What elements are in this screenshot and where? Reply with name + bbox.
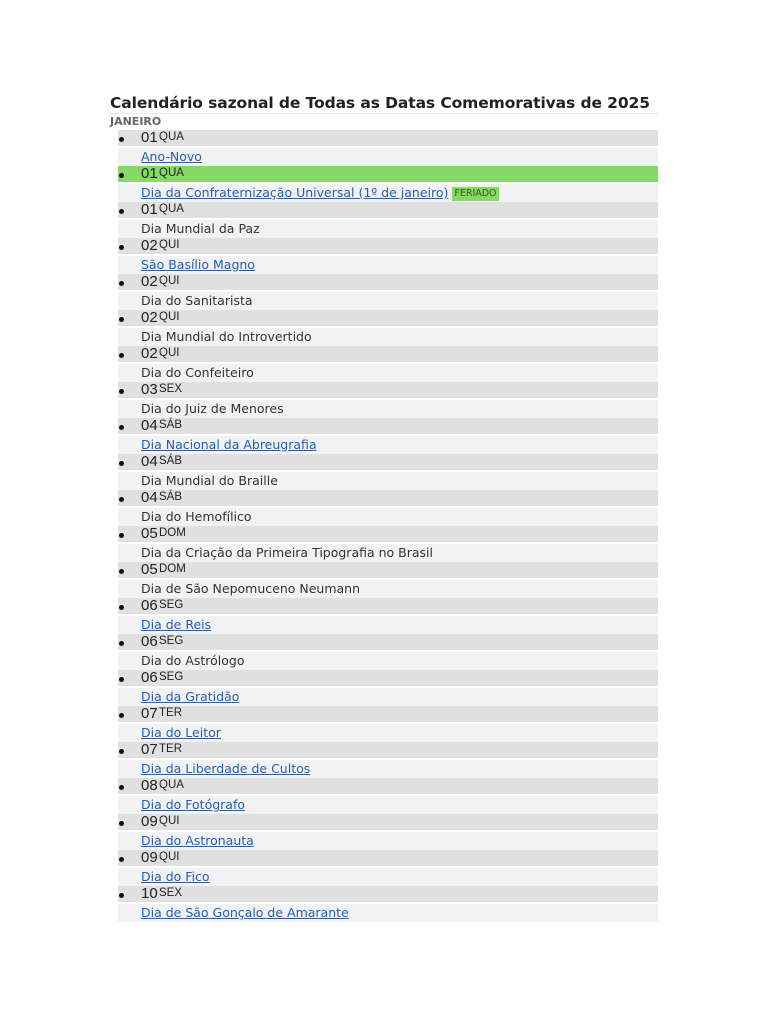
bullet-icon <box>119 173 124 178</box>
day-number: 07 <box>141 741 158 758</box>
date-row <box>118 562 658 578</box>
date-name-text[interactable]: Dia do Fotógrafo <box>141 797 246 812</box>
list-item <box>0 850 768 886</box>
list-item <box>0 814 768 850</box>
date-row <box>118 274 658 290</box>
list-item <box>0 742 768 778</box>
date-name <box>141 473 278 489</box>
weekday-label: SÁB <box>159 491 183 503</box>
date-name-text[interactable]: Dia de São Gonçalo de Amarante <box>141 905 349 920</box>
list-item <box>0 886 768 922</box>
date-row <box>118 454 658 470</box>
date-name-text: Dia do Hemofílico <box>141 509 252 524</box>
bullet-icon <box>119 641 124 646</box>
weekday-label: QUA <box>159 131 184 143</box>
date-row <box>118 166 658 182</box>
date-row <box>118 238 658 254</box>
date-link[interactable] <box>141 725 221 741</box>
date-row <box>118 130 658 146</box>
date-name-text[interactable]: Dia do Leitor <box>141 725 221 740</box>
weekday-label: SEG <box>159 599 184 611</box>
date-row <box>118 814 658 830</box>
weekday-label: SEG <box>159 671 184 683</box>
date-name-text[interactable]: Dia da Liberdade de Cultos <box>141 761 311 776</box>
weekday-label: QUI <box>159 275 180 287</box>
list-item <box>0 418 768 454</box>
date-row <box>118 310 658 326</box>
day-number: 02 <box>141 345 158 362</box>
list-item <box>0 238 768 274</box>
date-name-text: Dia Mundial do Introvertido <box>141 329 312 344</box>
page-title: Calendário sazonal de Todas as Datas Comemorativas de 2025 <box>110 94 650 113</box>
date-name <box>141 581 360 597</box>
date-link[interactable] <box>141 617 211 633</box>
list-item <box>0 526 768 562</box>
weekday-label: SÁB <box>159 419 183 431</box>
date-name-text: Dia Mundial do Braille <box>141 473 278 488</box>
date-name-text: Dia do Confeiteiro <box>141 365 254 380</box>
date-list <box>0 130 768 922</box>
date-name <box>141 509 252 525</box>
weekday-label: SEG <box>159 635 184 647</box>
bullet-icon <box>119 893 124 898</box>
day-number: 10 <box>141 885 158 902</box>
date-name-text: Dia da Criação da Primeira Tipografia no Brasil <box>141 545 433 560</box>
date-link[interactable] <box>141 869 210 885</box>
date-name <box>141 293 253 309</box>
weekday-label: QUA <box>159 203 184 215</box>
bullet-icon <box>119 857 124 862</box>
date-link[interactable] <box>141 257 255 273</box>
list-item <box>0 202 768 238</box>
weekday-label: QUA <box>159 167 184 179</box>
date-row <box>118 526 658 542</box>
list-item <box>0 670 768 706</box>
date-name-text[interactable]: Dia da Gratidão <box>141 689 240 704</box>
day-number: 01 <box>141 165 158 182</box>
bullet-icon <box>119 605 124 610</box>
date-name <box>141 653 244 669</box>
bullet-icon <box>119 497 124 502</box>
list-item <box>0 778 768 814</box>
date-link[interactable] <box>141 761 310 777</box>
bullet-icon <box>119 317 124 322</box>
list-item <box>0 598 768 634</box>
weekday-label: DOM <box>159 563 186 575</box>
day-number: 01 <box>141 129 158 146</box>
weekday-label: QUI <box>159 815 180 827</box>
weekday-label: TER <box>159 707 182 719</box>
date-row <box>118 202 658 218</box>
bullet-icon <box>119 569 124 574</box>
day-number: 06 <box>141 597 158 614</box>
bullet-icon <box>119 281 124 286</box>
weekday-label: QUI <box>159 311 180 323</box>
date-row <box>118 742 658 758</box>
bullet-icon <box>119 821 124 826</box>
date-name-text: Dia do Sanitarista <box>141 293 253 308</box>
list-item <box>0 454 768 490</box>
bullet-icon <box>119 713 124 718</box>
list-item <box>0 346 768 382</box>
date-name-text[interactable]: Ano-Novo <box>141 149 202 164</box>
day-number: 09 <box>141 813 158 830</box>
bullet-icon <box>119 749 124 754</box>
date-name-text: Dia do Astrólogo <box>141 653 245 668</box>
bullet-icon <box>119 353 124 358</box>
date-row <box>118 418 658 434</box>
date-name-text[interactable]: Dia de Reis <box>141 617 212 632</box>
weekday-label: SEX <box>159 383 183 395</box>
bullet-icon <box>119 389 124 394</box>
date-row <box>118 670 658 686</box>
date-name <box>141 221 260 237</box>
weekday-label: QUI <box>159 851 180 863</box>
day-number: 03 <box>141 381 158 398</box>
day-number: 04 <box>141 453 158 470</box>
list-item <box>0 166 768 202</box>
date-link[interactable] <box>141 797 245 813</box>
weekday-label: SÁB <box>159 455 183 467</box>
month-heading: JANEIRO <box>110 115 162 128</box>
bullet-icon <box>119 209 124 214</box>
date-link[interactable] <box>141 833 254 849</box>
date-name <box>141 329 312 345</box>
day-number: 02 <box>141 273 158 290</box>
date-name <box>141 401 284 417</box>
weekday-label: SEX <box>159 887 183 899</box>
day-number: 07 <box>141 705 158 722</box>
weekday-label: QUA <box>159 779 184 791</box>
day-number: 04 <box>141 489 158 506</box>
date-link[interactable] <box>141 905 349 921</box>
day-number: 01 <box>141 201 158 218</box>
bullet-icon <box>119 425 124 430</box>
bullet-icon <box>119 785 124 790</box>
date-link[interactable] <box>141 149 202 165</box>
bullet-icon <box>119 137 124 142</box>
date-row <box>118 778 658 794</box>
day-number: 02 <box>141 237 158 254</box>
weekday-label: TER <box>159 743 182 755</box>
date-row <box>118 382 658 398</box>
date-link[interactable] <box>141 185 499 201</box>
date-row <box>118 634 658 650</box>
day-number: 06 <box>141 633 158 650</box>
list-item <box>0 562 768 598</box>
date-row <box>118 886 658 902</box>
list-item <box>0 706 768 742</box>
day-number: 05 <box>141 525 158 542</box>
bullet-icon <box>119 677 124 682</box>
weekday-label: DOM <box>159 527 186 539</box>
day-number: 09 <box>141 849 158 866</box>
date-name-text: Dia de São Nepomuceno Neumann <box>141 581 361 596</box>
list-item <box>0 310 768 346</box>
date-row <box>118 706 658 722</box>
date-name-text[interactable]: Dia Nacional da Abreugrafia <box>141 437 317 452</box>
holiday-badge: FERIADO <box>454 188 497 199</box>
list-item <box>0 274 768 310</box>
day-number: 05 <box>141 561 158 578</box>
date-row <box>118 490 658 506</box>
title-divider <box>110 113 658 114</box>
bullet-icon <box>119 461 124 466</box>
date-name <box>141 365 254 381</box>
day-number: 02 <box>141 309 158 326</box>
day-number: 06 <box>141 669 158 686</box>
date-link[interactable] <box>141 689 239 705</box>
weekday-label: QUI <box>159 347 180 359</box>
weekday-label: QUI <box>159 239 180 251</box>
day-number: 04 <box>141 417 158 434</box>
date-link[interactable] <box>141 437 317 453</box>
day-number: 08 <box>141 777 158 794</box>
list-item <box>0 382 768 418</box>
list-item <box>0 490 768 526</box>
date-name-text: Dia Mundial da Paz <box>141 221 260 236</box>
list-item <box>0 130 768 166</box>
date-row <box>118 346 658 362</box>
bullet-icon <box>119 533 124 538</box>
date-name-text: Dia do Juiz de Menores <box>141 401 284 416</box>
date-name-text[interactable]: Dia do Astronauta <box>141 833 254 848</box>
date-name-text[interactable]: Dia do Fico <box>141 869 210 884</box>
date-name-text[interactable]: São Basílio Magno <box>141 257 255 272</box>
date-row <box>118 598 658 614</box>
bullet-icon <box>119 245 124 250</box>
date-row <box>118 850 658 866</box>
date-name-text[interactable]: Dia da Confraternização Universal (1º de janeiro) <box>141 185 449 200</box>
list-item <box>0 634 768 670</box>
date-name <box>141 545 433 561</box>
